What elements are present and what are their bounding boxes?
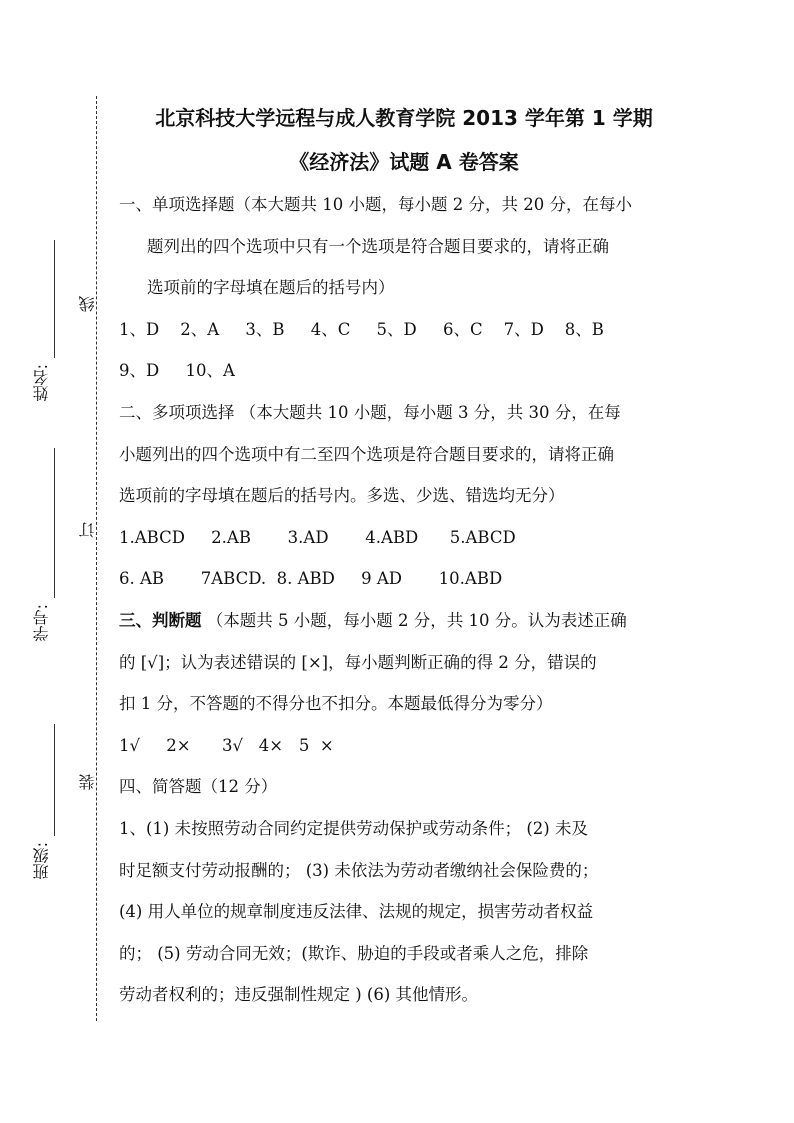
section4-line: 时足额支付劳动报酬的； (3) 未依法为劳动者缴纳社会保险费的； xyxy=(119,860,599,880)
section2-line: 选项前的字母填在题后的括号内。多选、少选、错选均无分） xyxy=(119,486,565,506)
section-true-false xyxy=(119,600,689,766)
section3-line xyxy=(119,600,689,642)
section1-line: 选项前的字母填在题后的括号内） xyxy=(147,278,395,298)
student-no-label: 学号: xyxy=(32,604,51,642)
section4-line: 1、(1) 未按照劳动合同约定提供劳动保护或劳动条件； (2) 未及 xyxy=(119,818,588,838)
section4-line: 的； (5) 劳动合同无效；(欺诈、胁迫的手段或者乘人之危，排除 xyxy=(119,943,589,963)
binding-mark-ding: 订 xyxy=(78,522,97,538)
name-label: 姓名: xyxy=(32,364,51,402)
section2-line: 二、多项项选择 （本大题共 10 小题，每小题 3 分，共 30 分，在每 xyxy=(119,402,621,422)
class-fill-line xyxy=(54,724,55,836)
student-no-fill-line xyxy=(54,448,55,598)
answer-sheet xyxy=(119,96,689,1016)
section3-intro: （本题共 5 小题，每小题 2 分，共 10 分。认为表述正确 xyxy=(201,610,627,630)
page-subtitle: 《经济法》试题 A 卷答案 xyxy=(289,150,519,174)
section1-line: 一、单项选择题（本大题共 10 小题，每小题 2 分，共 20 分，在每小 xyxy=(119,195,632,214)
section-short-answer xyxy=(119,766,689,1016)
section1-answers: 9、D 10、A xyxy=(119,361,235,381)
section1-line: 题列出的四个选项中只有一个选项是符合题目要求的，请将正确 xyxy=(147,236,609,256)
page-title: 北京科技大学远程与成人教育学院 2013 学年第 1 学期 xyxy=(155,106,653,130)
section2-line: 小题列出的四个选项中有二至四个选项是符合题目要求的，请将正确 xyxy=(119,444,614,464)
section3-line: 扣 1 分，不答题的不得分也不扣分。本题最低得分为零分） xyxy=(119,694,553,714)
class-label: 班级: xyxy=(32,842,51,880)
section3-line: 的 [√]；认为表述错误的 [×]，每小题判断正确的得 2 分，错误的 xyxy=(119,652,597,672)
binding-mark-xian: 线 xyxy=(78,296,97,312)
section2-answers: 6. AB 7ABCD. 8. ABD 9 AD 10.ABD xyxy=(119,569,503,589)
binding-cut-line xyxy=(96,96,97,1021)
section2-answers: 1.ABCD 2.AB 3.AD 4.ABD 5.ABCD xyxy=(119,527,516,547)
name-fill-line xyxy=(54,240,55,358)
binding-mark-zhuang: 装 xyxy=(78,774,97,790)
section4-heading: 四、简答题（12 分） xyxy=(119,777,278,797)
section4-line: (4) 用人单位的规章制度违反法律、法规的规定，损害劳动者权益 xyxy=(119,902,594,922)
section-multiple-choice xyxy=(119,392,689,600)
section4-line: 劳动者权利的；违反强制性规定 ) (6) 其他情形。 xyxy=(119,985,479,1005)
section1-answers: 1、D 2、A 3、B 4、C 5、D 6、C 7、D 8、B xyxy=(119,319,604,339)
section3-answers: 1√ 2× 3√ 4× 5 × xyxy=(119,735,334,755)
section-single-choice xyxy=(119,184,689,392)
section3-heading: 三、判断题 xyxy=(119,610,202,630)
